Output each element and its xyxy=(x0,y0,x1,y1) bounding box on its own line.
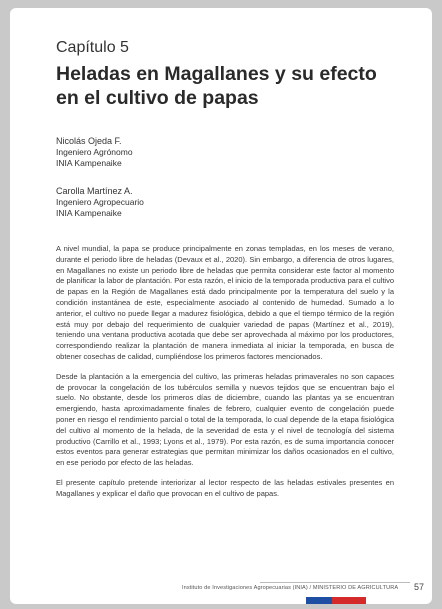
title-line: Heladas en Magallanes y su efecto xyxy=(56,63,377,85)
body-text xyxy=(56,244,394,509)
author-block xyxy=(56,136,133,169)
paragraph: El presente capítulo pretende interiorizar al lector respecto de las heladas estivales presentes en Magallanes y explicar el daño que provocan en el cultivo de papas. xyxy=(56,477,394,498)
paragraph: Desde la plantación a la emergencia del cultivo, las primeras heladas primaverales no son capaces de provocar la congelación de los tubérculos semilla y nuevos tejidos que se encuentran bajo el suelo. No obstante, desde los primeros días de diciembre, cuando las plantas ya se encuentran emergiendo, hasta aproximadamente finales de febrero, cualquier evento de congelación puede poner en riesgo el rendimiento parcial o total de la temporada, lo cual depende de la etapa fisiológica del cultivo al momento de la helada, de la severidad de esta y el nivel de tecnología del sistema productivo (Carrillo et al., 1993; Lyons et al., 1979). Por esta razón, es de suma importancia conocer estos eventos para generar estrategias que permitan minimizar los daños ocasionados en el cultivo, en ese periodo por efecto de las heladas. xyxy=(56,371,394,468)
document-page xyxy=(10,8,432,604)
author-affiliation: INIA Kampenaike xyxy=(56,158,122,168)
author-role: Ingeniero Agropecuario xyxy=(56,197,144,207)
chapter-title xyxy=(56,62,416,110)
author-name: Carolla Martínez A. xyxy=(56,186,133,196)
title-line: en el cultivo de papas xyxy=(56,87,259,109)
page-number: 57 xyxy=(414,582,425,592)
author-affiliation: INIA Kampenaike xyxy=(56,208,122,218)
author-block xyxy=(56,186,144,219)
paragraph: A nivel mundial, la papa se produce principalmente en zonas templadas, en los meses de verano, durante el periodo libre de heladas (Devaux et al., 2020). Sin embargo, a diferencia de otros lugares, en Magallanes no existe un periodo libre de heladas que permita considerar este factor al momento de planificar la labor de plantación. Por esta razón, el inicio de la temporada productiva para el cultivo de papas en la Región de Magallanes está dado principalmente por la temperatura del suelo y la condición instantánea de este, especialmente asociado al contenido de humedad. Sumado a lo anterior, el cultivo no puede llegar a madurez fisiológica, debido a que el tiempo térmico de la región está muy por debajo del requerimiento de cualquier variedad de papas (Martínez et al., 2019), teniendo una ventana productiva acotada que debe ser aprovechada al máximo por los productores, correspondiendo realizar la plantación de manera inmediata al iniciar la temporada, en busca de obtener cosechas de calidad, cumpliéndose los primeros factores mencionados. xyxy=(56,244,394,361)
chapter-label: Capítulo 5 xyxy=(56,39,129,56)
author-name: Nicolás Ojeda F. xyxy=(56,136,122,146)
author-role: Ingeniero Agrónomo xyxy=(56,147,133,157)
footer-text: Instituto de Investigaciones Agropecuarias (INIA) / MINISTERIO DE AGRICULTURA xyxy=(182,585,399,591)
flag-stripe-red xyxy=(332,597,366,604)
flag-stripe-blue xyxy=(306,597,332,604)
footer-divider xyxy=(260,582,410,583)
